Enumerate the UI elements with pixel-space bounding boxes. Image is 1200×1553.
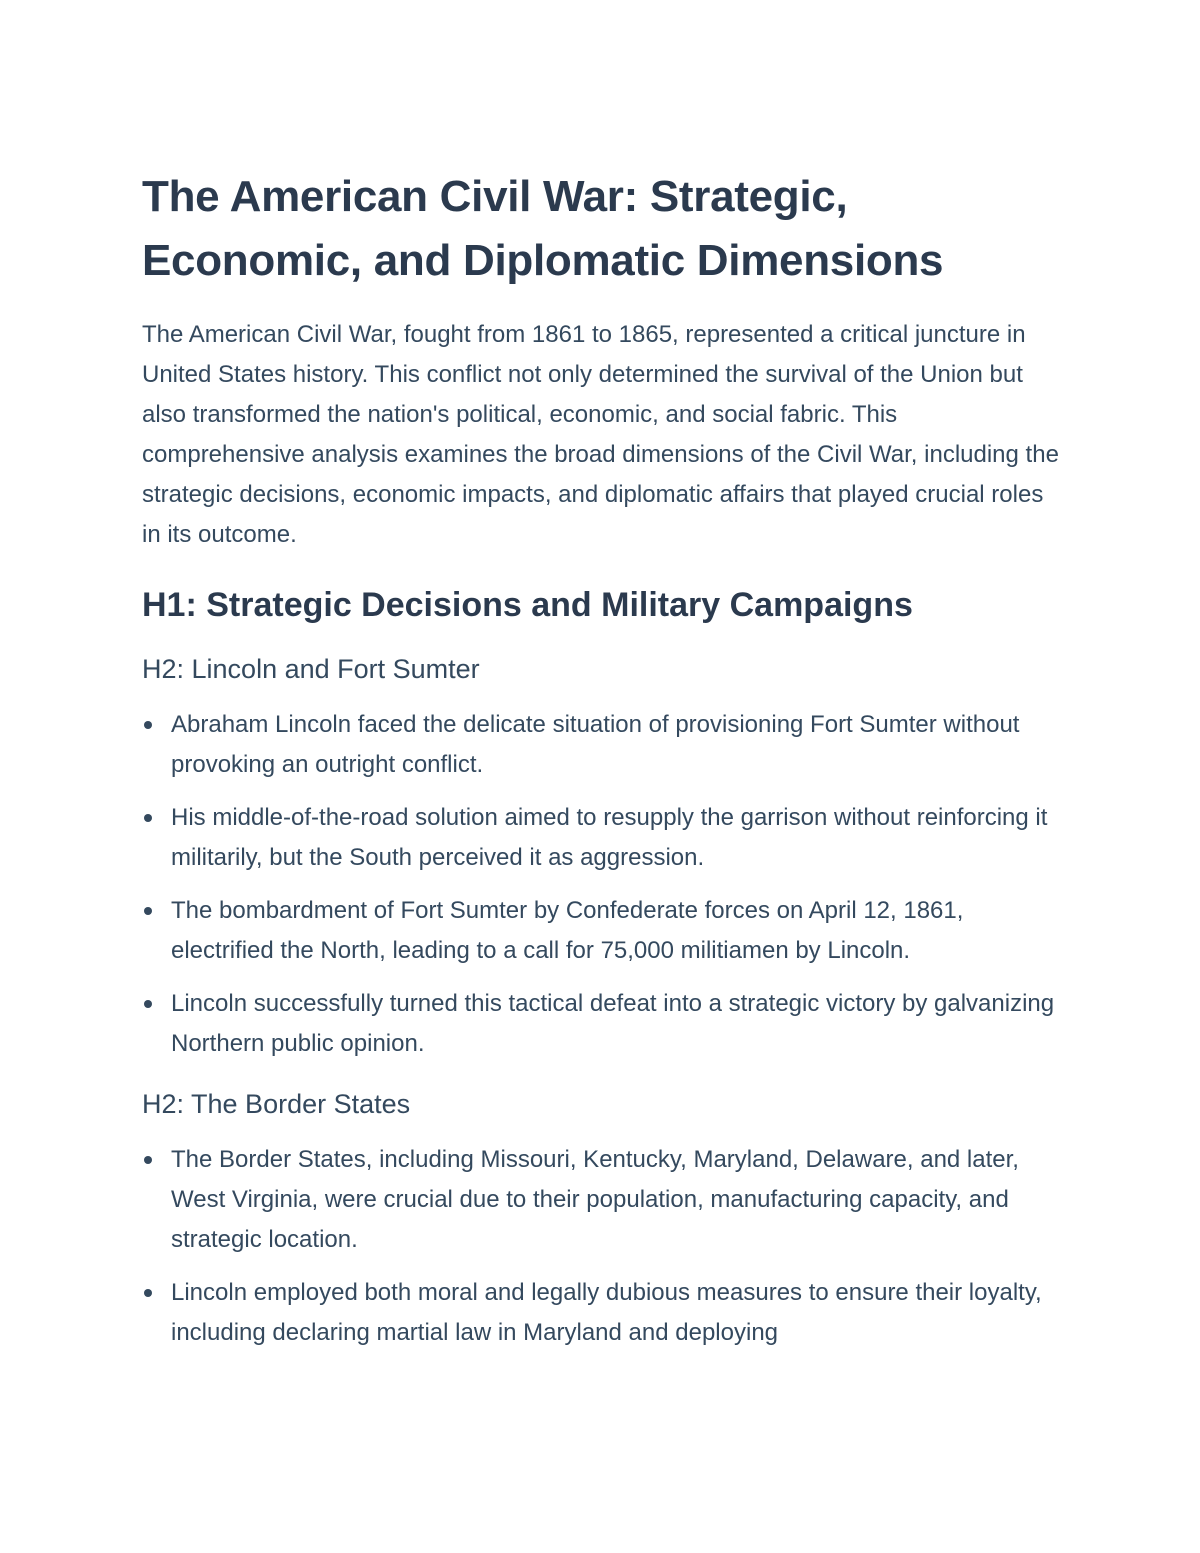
bullet-icon [144, 814, 152, 822]
bullet-icon [144, 1289, 152, 1297]
subsection-heading-border-states: H2: The Border States [142, 1089, 411, 1119]
bullet-list-border-states [142, 1140, 1062, 1353]
subsection-heading-lincoln-fort-sumter: H2: Lincoln and Fort Sumter [142, 654, 480, 684]
document-page [142, 165, 1062, 1366]
bullet-icon [144, 907, 152, 915]
list-item-text: Abraham Lincoln faced the delicate situation of provisioning Fort Sumter without provoking an outright conflict. [171, 711, 1020, 778]
list-item [142, 984, 1062, 1064]
list-item-text: His middle-of-the-road solution aimed to resupply the garrison without reinforcing it militarily, but the South perceived it as aggression. [171, 804, 1048, 871]
list-item-text: The Border States, including Missouri, Kentucky, Maryland, Delaware, and later, West Virginia, were crucial due to their population, manufacturing capacity, and strategic location. [171, 1146, 1019, 1253]
bullet-icon [144, 721, 152, 729]
document-title: The American Civil War: Strategic, Economic, and Diplomatic Dimensions [142, 172, 944, 285]
bullet-icon [144, 1000, 152, 1008]
list-item [142, 1273, 1062, 1353]
list-item-text: Lincoln employed both moral and legally dubious measures to ensure their loyalty, including declaring martial law in Maryland and deploying [171, 1279, 1042, 1346]
list-item [142, 1140, 1062, 1260]
list-item [142, 798, 1062, 878]
bullet-list-fort-sumter [142, 705, 1062, 1064]
list-item-text: The bombardment of Fort Sumter by Confederate forces on April 12, 1861, electrified the North, leading to a call for 75,000 militiamen by Lincoln. [171, 897, 964, 964]
section-heading-strategic-decisions: H1: Strategic Decisions and Military Campaigns [142, 586, 913, 624]
intro-paragraph: The American Civil War, fought from 1861 to 1865, represented a critical juncture in United States history. This conflict not only determined the survival of the Union but also transformed the nation's political, economic, and social fabric. This comprehensive analysis examines the broad dimensions of the Civil War, including the strategic decisions, economic impacts, and diplomatic affairs that played crucial roles in its outcome. [142, 321, 1059, 548]
list-item [142, 891, 1062, 971]
list-item-text: Lincoln successfully turned this tactical defeat into a strategic victory by galvanizing Northern public opinion. [171, 990, 1055, 1057]
list-item [142, 705, 1062, 785]
bullet-icon [144, 1156, 152, 1164]
